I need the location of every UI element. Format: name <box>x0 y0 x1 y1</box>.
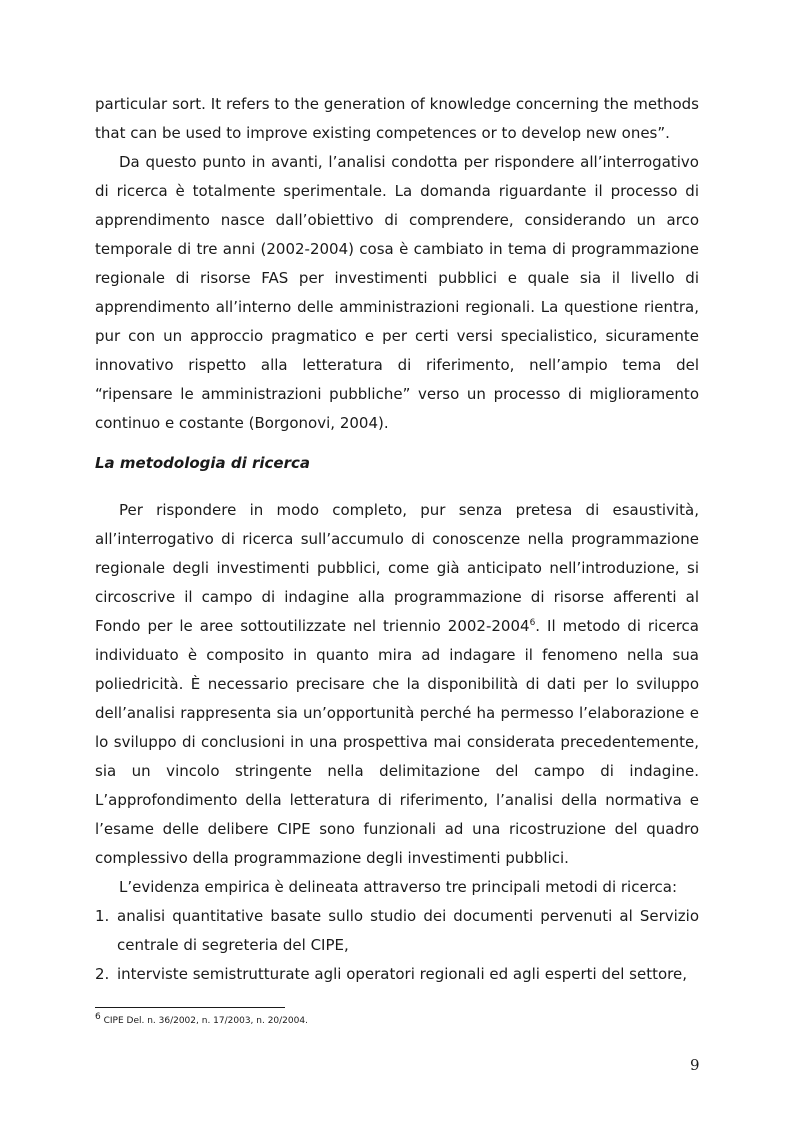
footnote-reference: 6 <box>529 618 536 628</box>
list-item <box>95 960 699 989</box>
footnote-mark: 6 <box>95 1012 101 1022</box>
methods-list <box>95 902 699 989</box>
list-item-number: 1. <box>95 907 110 925</box>
paragraph-methods-intro: L’evidenza empirica è delineata attraverso tre principali metodi di ricerca: <box>119 878 678 896</box>
footnote-text: CIPE Del. n. 36/2002, n. 17/2003, n. 20/2004. <box>100 1016 308 1026</box>
list-item <box>95 902 699 960</box>
list-item-text: interviste semistrutturate agli operatori regionali ed agli esperti del settore, <box>117 965 687 983</box>
paragraph-research-question: Da questo punto in avanti, l’analisi condotta per rispondere all’interrogativo di ricerca è totalmente sperimentale. La domanda riguardante il processo di apprendimento nasce dall’obiettivo di comprendere, considerando un arco temporale di tre anni (2002-2004) cosa è cambiato in tema di programmazione regionale di risorse FAS per investimenti pubblici e quale sia il livello di apprendimento all’interno delle amministrazioni regionali. La questione rientra, pur con un approccio pragmatico e per certi versi specialistico, sicuramente innovativo rispetto alla letteratura di riferimento, nell’ampio tema del “ripensare le amministrazioni pubbliche” verso un processo di miglioramento continuo e costante (Borgonovi, 2004). <box>95 153 699 432</box>
list-item-number: 2. <box>95 965 110 983</box>
paragraph-methodology <box>95 496 699 873</box>
paragraph-quote-end: particular sort. It refers to the generation of knowledge concerning the methods that can be used to improve existing competences or to develop new ones”. <box>95 95 699 142</box>
methodology-text-part1: Per rispondere in modo completo, pur senza pretesa di esaustività, all’interrogativo di ricerca sull’accumulo di conoscenze nella programmazione regionale degli investimenti pubblici, come già anticipato nell’introduzione, si circoscrive il campo di indagine alla programmazione di risorse afferenti al Fondo per le aree sottoutilizzate nel triennio 2002-2004 <box>95 501 699 635</box>
methodology-text-part2: . Il metodo di ricerca individuato è composito in quanto mira ad indagare il fenomeno nella sua poliedricità. È necessario precisare che la disponibilità di dati per lo sviluppo dell’analisi rappresenta sia un’opportunità perché ha permesso l’elaborazione e lo sviluppo di conclusioni in una prospettiva mai considerata precedentemente, sia un vincolo stringente nella delimitazione del campo di indagine. L’approfondimento della letteratura di riferimento, l’analisi della normativa e l’esame delle delibere CIPE sono funzionali ad una ricostruzione del quadro complessivo della programmazione degli investimenti pubblici. <box>95 617 699 867</box>
section-heading: La metodologia di ricerca <box>95 454 311 472</box>
page-number: 9 <box>690 1056 700 1074</box>
list-item-text: analisi quantitative basate sullo studio dei documenti pervenuti al Servizio centrale di segreteria del CIPE, <box>117 907 699 954</box>
footnote <box>95 1014 308 1028</box>
footnote-divider <box>95 1007 285 1008</box>
